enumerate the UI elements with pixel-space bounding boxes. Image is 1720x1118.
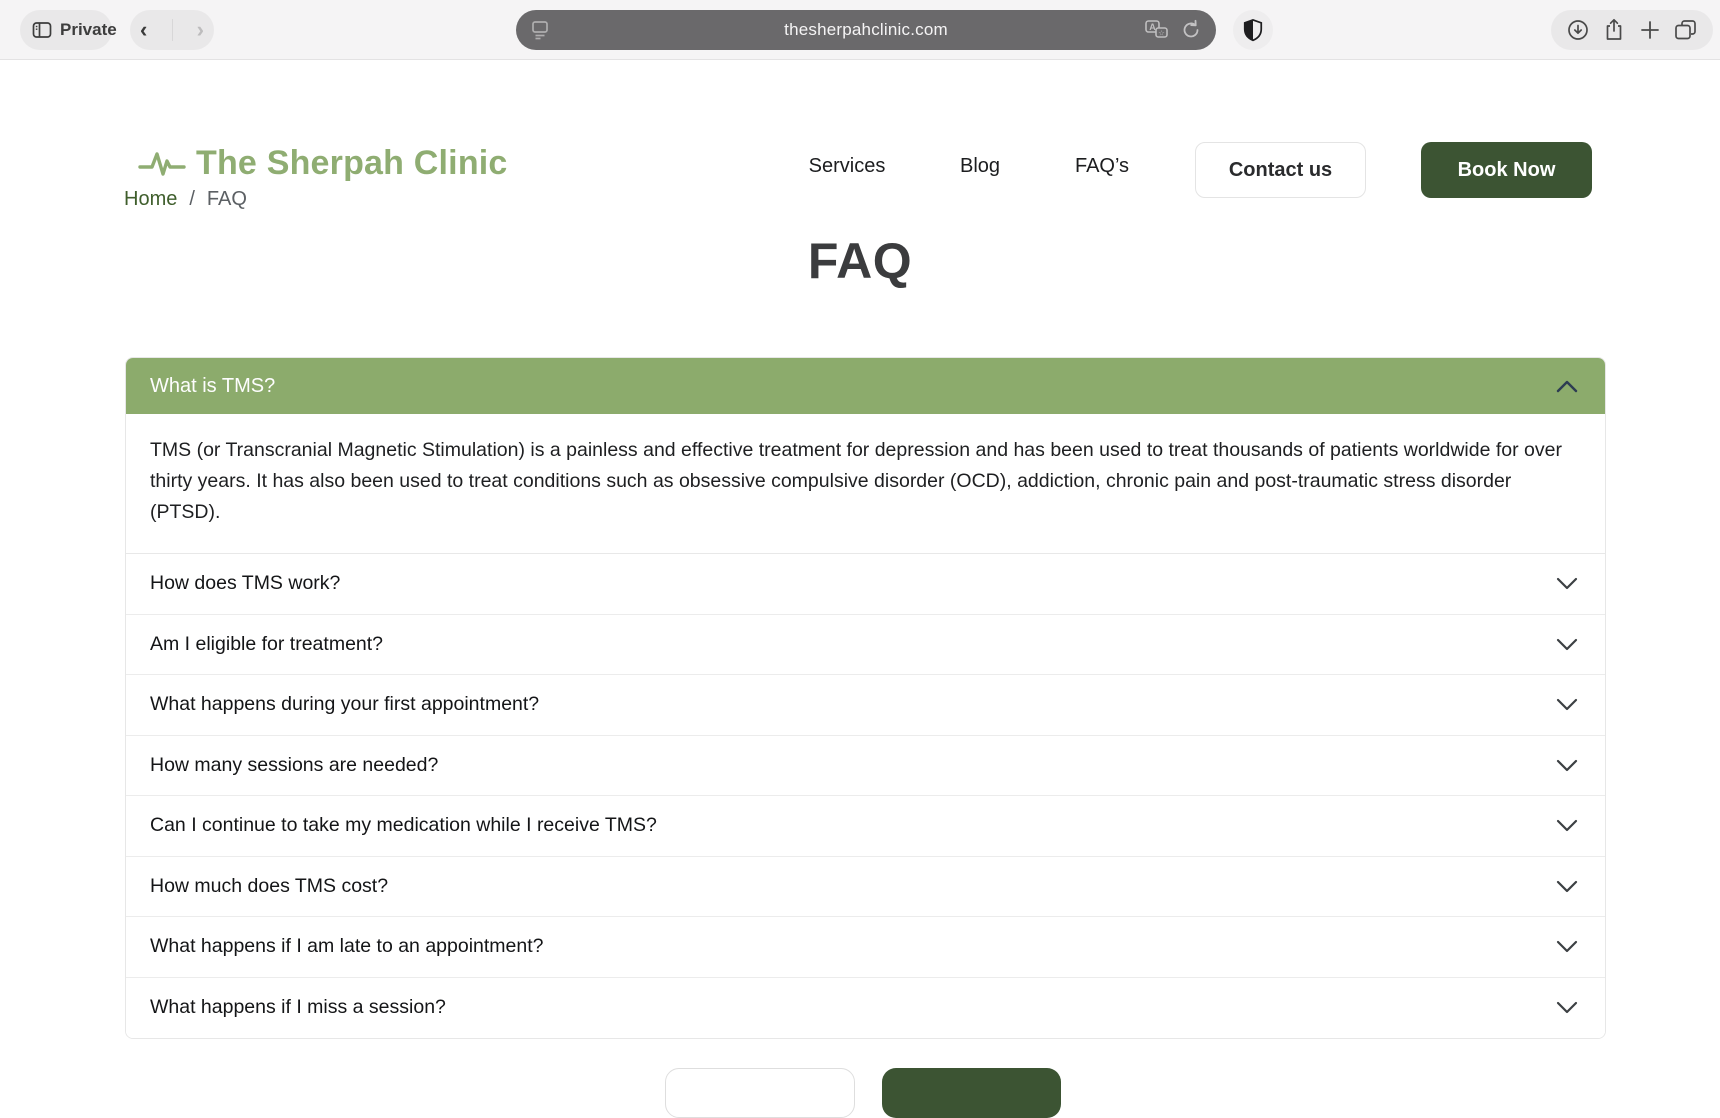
nav-services[interactable]: Services bbox=[808, 155, 886, 177]
faq-question: Can I continue to take my medication while I receive TMS? bbox=[150, 814, 657, 837]
breadcrumb-current: FAQ bbox=[206, 188, 247, 210]
toolbar-actions bbox=[1551, 10, 1713, 50]
share-icon[interactable] bbox=[1597, 13, 1631, 47]
shield-icon bbox=[1242, 18, 1264, 42]
book-now-button[interactable]: Book Now bbox=[1421, 142, 1592, 198]
breadcrumb-home-link[interactable]: Home bbox=[124, 188, 178, 210]
nav-blog[interactable]: Blog bbox=[959, 155, 1001, 177]
faq-question: What is TMS? bbox=[150, 374, 276, 397]
chevron-down-icon bbox=[1556, 1001, 1578, 1014]
reload-icon[interactable] bbox=[1180, 19, 1202, 41]
brand-name: The Sherpah Clinic bbox=[196, 144, 508, 182]
privacy-shield-button[interactable] bbox=[1233, 10, 1273, 50]
breadcrumb bbox=[124, 188, 247, 211]
faq-item-expanded[interactable] bbox=[126, 358, 1605, 414]
private-label: Private bbox=[60, 20, 117, 39]
new-tab-icon[interactable] bbox=[1633, 13, 1667, 47]
faq-item[interactable] bbox=[126, 675, 1605, 736]
faq-item[interactable] bbox=[126, 615, 1605, 676]
faq-item[interactable] bbox=[126, 796, 1605, 857]
pulse-icon bbox=[138, 149, 186, 179]
brand-logo[interactable] bbox=[138, 144, 508, 183]
chevron-down-icon bbox=[1556, 940, 1578, 953]
faq-question: What happens if I am late to an appointment? bbox=[150, 935, 544, 958]
downloads-icon[interactable] bbox=[1561, 13, 1595, 47]
faq-question: How does TMS work? bbox=[150, 572, 341, 595]
chevron-down-icon bbox=[1556, 819, 1578, 832]
chevron-down-icon bbox=[1556, 698, 1578, 711]
faq-answer: TMS (or Transcranial Magnetic Stimulation) is a painless and effective treatment for depression and has been used to treat thousands of patients worldwide for over thirty years. It has also been used to treat conditions such as obsessive compulsive disorder (OCD), addiction, chronic pain and post-traumatic stress disorder (PTSD). bbox=[126, 414, 1605, 554]
private-browsing-badge[interactable] bbox=[20, 10, 117, 50]
svg-text:☆: ☆ bbox=[1158, 28, 1165, 38]
address-bar[interactable] bbox=[516, 10, 1216, 50]
chevron-up-icon bbox=[1556, 380, 1578, 393]
divider bbox=[172, 19, 173, 41]
faq-item[interactable] bbox=[126, 736, 1605, 797]
tab-overview-icon[interactable] bbox=[1669, 13, 1703, 47]
chevron-down-icon bbox=[1556, 880, 1578, 893]
chevron-down-icon bbox=[1556, 759, 1578, 772]
faq-question: How much does TMS cost? bbox=[150, 874, 389, 897]
translate-icon[interactable] bbox=[1144, 19, 1170, 41]
back-button[interactable]: ‹ bbox=[140, 17, 148, 42]
faq-item[interactable] bbox=[126, 917, 1605, 978]
svg-text:A: A bbox=[1149, 22, 1156, 32]
contact-us-button[interactable]: Contact us bbox=[1195, 142, 1366, 198]
history-navigation bbox=[130, 10, 214, 50]
faq-accordion bbox=[125, 357, 1606, 1039]
faq-question: What happens if I miss a session? bbox=[150, 996, 446, 1019]
chevron-down-icon bbox=[1556, 577, 1578, 590]
nav-faqs[interactable]: FAQ’s bbox=[1074, 155, 1130, 177]
faq-question: How many sessions are needed? bbox=[150, 753, 439, 776]
faq-item[interactable] bbox=[126, 857, 1605, 918]
chevron-down-icon bbox=[1556, 638, 1578, 651]
url-text: thesherpahclinic.com bbox=[784, 20, 948, 39]
page-title: FAQ bbox=[807, 233, 913, 289]
breadcrumb-separator: / bbox=[189, 188, 195, 210]
faq-question: Am I eligible for treatment? bbox=[150, 632, 384, 655]
forward-button[interactable]: › bbox=[196, 17, 204, 42]
faq-item[interactable] bbox=[126, 554, 1605, 615]
faq-question: What happens during your first appointment? bbox=[150, 693, 540, 716]
browser-toolbar bbox=[0, 0, 1720, 60]
footer-green-button[interactable] bbox=[882, 1068, 1061, 1118]
faq-item[interactable] bbox=[126, 978, 1605, 1039]
footer-outline-button[interactable] bbox=[665, 1068, 855, 1118]
sidebar-icon[interactable] bbox=[32, 21, 52, 39]
site-header bbox=[0, 60, 1720, 180]
